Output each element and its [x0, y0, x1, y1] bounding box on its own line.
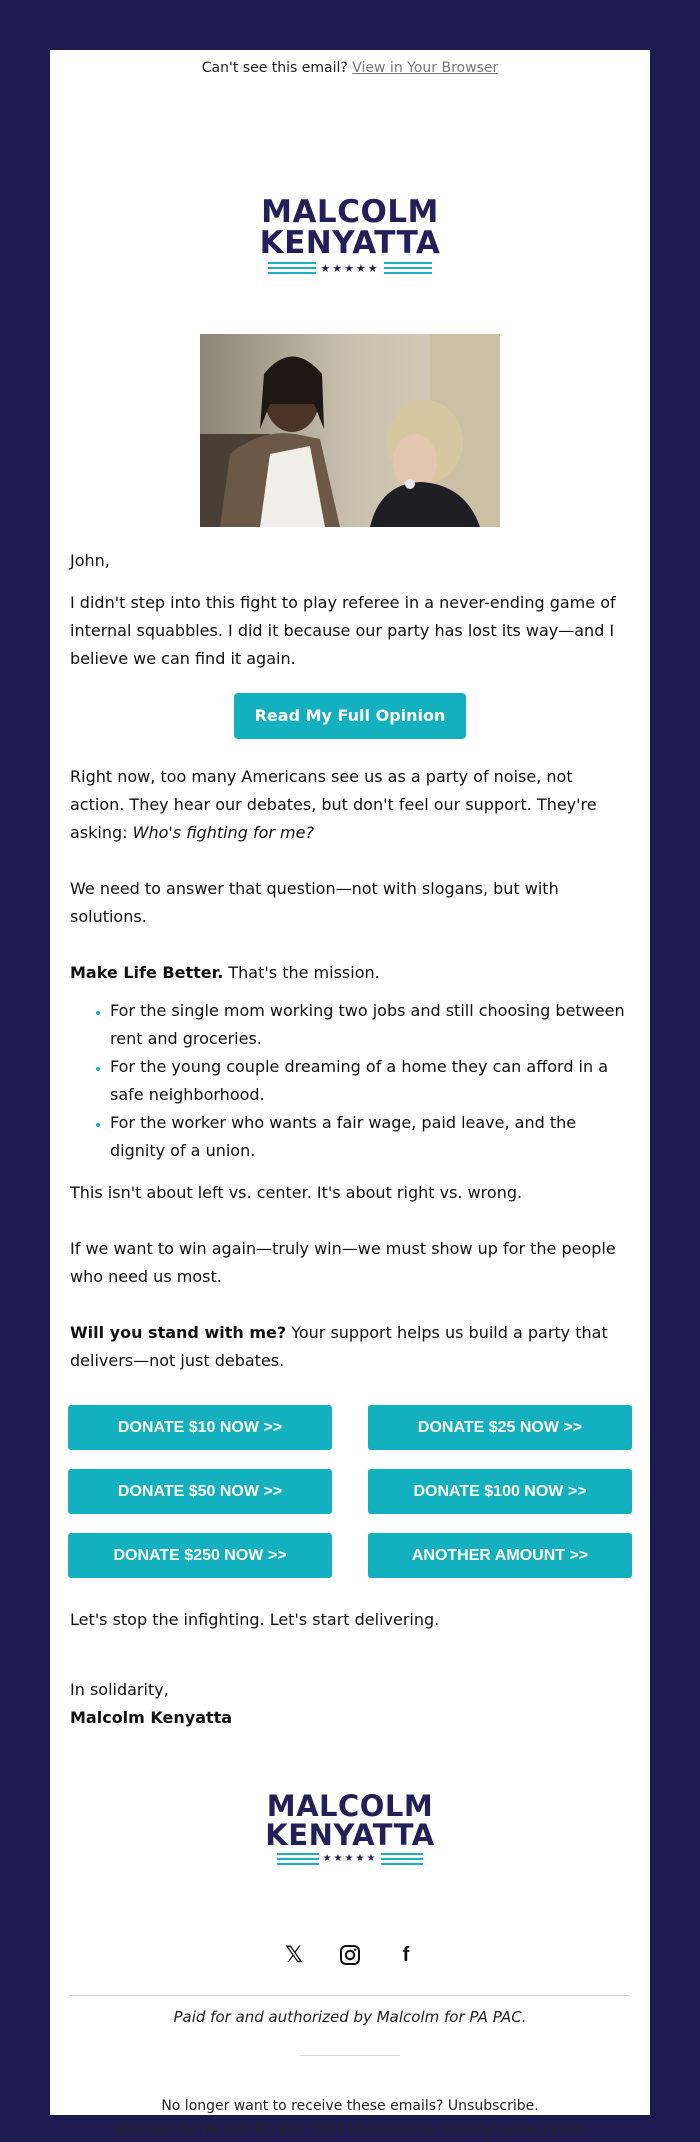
footer-logo: [50, 1789, 650, 1865]
instagram-icon[interactable]: [339, 1944, 361, 1966]
list-item: • For the young couple dreaming of a home they can afford in a safe neighborhood.: [110, 1053, 630, 1109]
logo-line-1: MALCOLM: [261, 194, 439, 230]
donate-250-button[interactable]: DONATE $250 NOW >>: [68, 1533, 332, 1578]
noise-paragraph: [70, 763, 630, 847]
footer-logo-stripes-left: [277, 1853, 319, 1865]
logo-stars: ★★★★★: [320, 261, 380, 275]
footer-divider: [70, 1995, 630, 1996]
footer-logo-stars: ★★★★★: [322, 1853, 378, 1864]
view-in-browser-link[interactable]: View in Your Browser: [352, 60, 499, 76]
footer-logo-stars-row: [277, 1853, 424, 1865]
signoff: In solidarity,: [70, 1680, 169, 1699]
logo-stripes-left: [268, 262, 316, 274]
view-in-browser-bar: [50, 50, 650, 100]
email-card: [50, 50, 650, 2138]
social-links: [50, 1935, 650, 1975]
another-amount-button[interactable]: ANOTHER AMOUNT >>: [368, 1533, 632, 1578]
footer: [50, 2094, 650, 2142]
footer-logo-line-1: MALCOLM: [266, 1789, 434, 1823]
logo-line-2: KENYATTA: [259, 225, 441, 261]
unsubscribe-text[interactable]: No longer want to receive these emails? Unsubscribe.: [161, 2098, 539, 2114]
footer-logo-line-2: KENYATTA: [265, 1818, 435, 1852]
footer-logo-stripes-right: [381, 1853, 423, 1865]
logo-stripes-right: [384, 262, 432, 274]
campaign-logo: [50, 194, 650, 275]
closing-line: Let's stop the infighting. Let's start delivering.: [70, 1610, 440, 1629]
left-vs-center-paragraph: This isn't about left vs. center. It's about right vs. wrong.: [70, 1183, 523, 1202]
donate-25-button[interactable]: DONATE $25 NOW >>: [368, 1405, 632, 1450]
who-fighting-question: Who's fighting for me?: [132, 823, 314, 842]
logo-stars-row: [268, 262, 431, 274]
list-item: • For the single mom working two jobs and still choosing between rent and groceries.: [110, 997, 630, 1053]
mission-list: [70, 997, 630, 1165]
paid-for-disclaimer: Paid for and authorized by Malcolm for PA PAC.: [173, 2008, 527, 2026]
signature-name: Malcolm Kenyatta: [70, 1708, 233, 1727]
read-opinion-button[interactable]: Read My Full Opinion Piece: [234, 693, 466, 739]
facebook-icon[interactable]: f: [402, 1943, 410, 1966]
signature: [70, 1704, 630, 1732]
ask-bold: Will you stand with me?: [70, 1323, 287, 1342]
win-again-paragraph: If we want to win again—truly win—we must show up for the people who need us most.: [70, 1239, 616, 1286]
mission-paragraph: [70, 959, 630, 987]
solutions-paragraph: We need to answer that question—not with slogans, but with solutions.: [70, 879, 559, 926]
email-body: [50, 547, 650, 1375]
mailing-address: Malcolm for PA PAC PO Box 3307 Philadelphia, Pennsylvania 19130: [115, 2122, 585, 2138]
donate-10-button[interactable]: DONATE $10 NOW >>: [68, 1405, 332, 1450]
noise-text: Right now, too many Americans see us as a party of noise, not action. They hear our debates, but don't feel our support. They're asking:: [70, 767, 597, 842]
mission-bold: Make Life Better.: [70, 963, 224, 982]
closing-section: [50, 1606, 650, 1732]
donate-50-button[interactable]: DONATE $50 NOW >>: [68, 1469, 332, 1514]
x-twitter-icon[interactable]: 𝕏: [285, 1942, 303, 1968]
ask-paragraph: [70, 1319, 630, 1375]
list-item: • For the worker who wants a fair wage, paid leave, and the dignity of a union.: [110, 1109, 630, 1165]
ask-text: Your support helps us build a party that delivers—not just debates.: [70, 1323, 608, 1370]
intro-paragraph: I didn't step into this fight to play referee in a never-ending game of internal squabbles. I did it because our party has lost its way—and I believe we can find it again.: [70, 593, 616, 668]
greeting: John,: [70, 551, 110, 570]
short-divider: [300, 2055, 400, 2056]
hero-photo: [200, 334, 500, 527]
donate-button-grid: [68, 1405, 632, 1578]
mission-text: That's the mission.: [223, 963, 380, 982]
donate-100-button[interactable]: DONATE $100 NOW >>: [368, 1469, 632, 1514]
cant-see-text: Can't see this email?: [201, 60, 348, 76]
